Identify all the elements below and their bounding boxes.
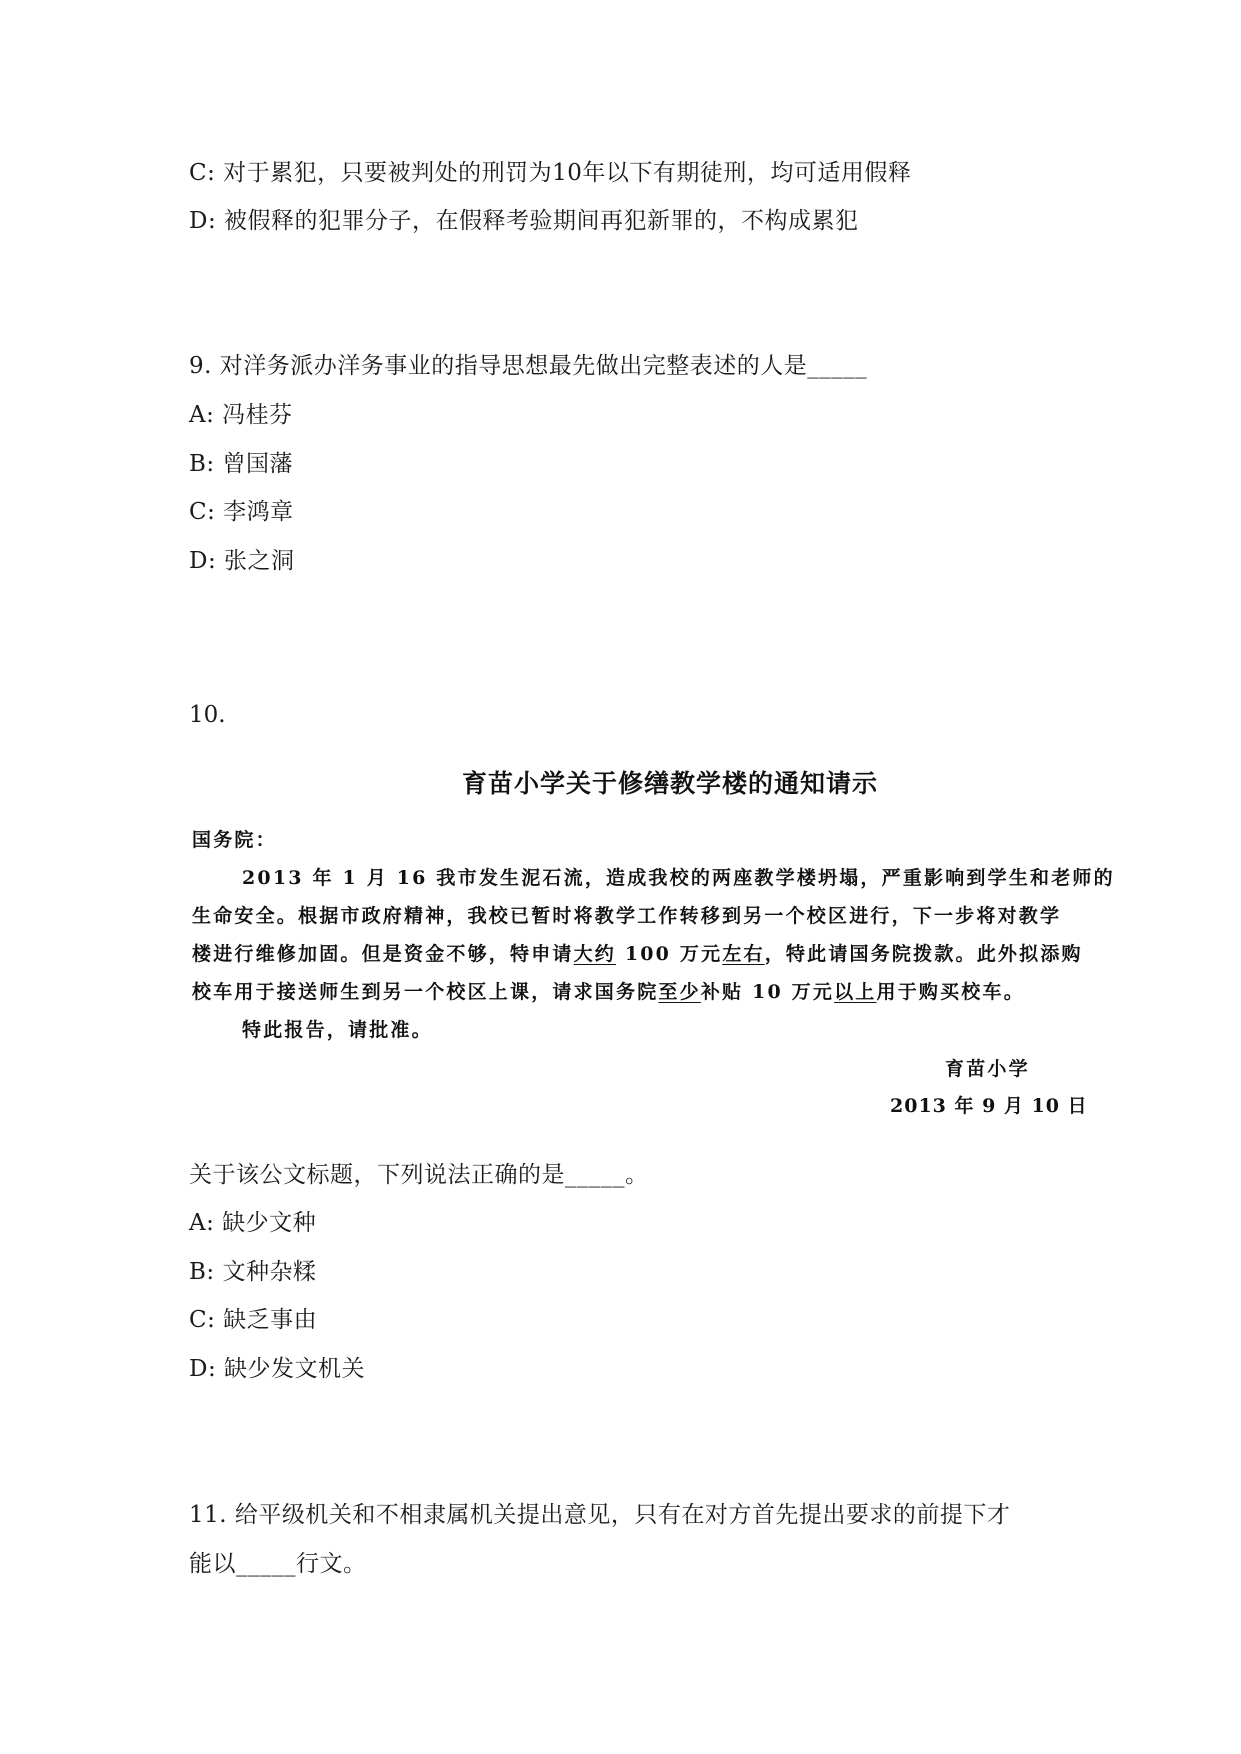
q10-option-d: D: 缺少发文机关	[189, 1356, 366, 1382]
notice-line3-part-b: 100 万元	[616, 943, 723, 965]
q9-stem: 9. 对洋务派办洋务事业的指导思想最先做出完整表述的人是_____	[189, 353, 868, 379]
notice-underline-zhishao: 至少	[658, 981, 701, 1003]
notice-underline-yishang: 以上	[834, 981, 877, 1003]
notice-closing: 特此报告，请批准。	[242, 1019, 433, 1041]
notice-para-line-1: 2013 年 1 月 16 我市发生泥石流，造成我校的两座教学楼坍塌，严重影响到学生和老师的	[242, 867, 1115, 889]
notice-sender: 育苗小学	[945, 1058, 1030, 1080]
notice-line4-part-c: 用于购买校车。	[876, 981, 1025, 1003]
notice-recipient: 国务院：	[192, 829, 277, 851]
notice-line3-part-a: 楼进行维修加固。但是资金不够，特申请	[192, 943, 574, 965]
q10-option-c: C: 缺乏事由	[189, 1307, 318, 1333]
q11-stem-line-1: 11. 给平级机关和不相隶属机关提出意见，只有在对方首先提出要求的前提下才	[189, 1502, 1011, 1528]
q9-option-d: D: 张之洞	[189, 548, 295, 574]
notice-para-line-4	[192, 980, 1025, 1004]
notice-title: 育苗小学关于修缮教学楼的通知请示	[461, 769, 878, 798]
q9-option-b: B: 曾国藩	[189, 451, 293, 477]
q9-option-a: A: 冯桂芬	[189, 402, 293, 428]
notice-underline-dayue: 大约	[573, 943, 617, 965]
notice-line4-part-b: 补贴 10 万元	[700, 981, 835, 1003]
notice-line3-part-c: ，特此请国务院拨款。此外拟添购	[764, 943, 1083, 965]
notice-underline-zuoyou: 左右	[722, 943, 765, 965]
q10-option-a: A: 缺少文种	[189, 1210, 317, 1236]
q8-option-c: C: 对于累犯，只要被判处的刑罚为10年以下有期徒刑，均可适用假释	[189, 160, 912, 186]
q11-stem-line-2: 能以_____行文。	[189, 1551, 367, 1577]
q10-number: 10.	[189, 702, 226, 728]
notice-line4-part-a: 校车用于接送师生到另一个校区上课，请求国务院	[192, 981, 659, 1003]
q8-option-d: D: 被假释的犯罪分子，在假释考验期间再犯新罪的，不构成累犯	[189, 208, 859, 234]
q10-stem: 关于该公文标题，下列说法正确的是_____。	[189, 1162, 649, 1188]
notice-date: 2013 年 9 月 10 日	[890, 1095, 1088, 1117]
q10-notice-image	[190, 752, 1190, 1137]
notice-para-line-2: 生命安全。根据市政府精神，我校已暂时将教学工作转移到另一个校区进行，下一步将对教学	[192, 905, 1062, 927]
q9-option-c: C: 李鸿章	[189, 499, 294, 525]
notice-para-line-3	[192, 942, 1083, 966]
q10-option-b: B: 文种杂糅	[189, 1259, 317, 1285]
